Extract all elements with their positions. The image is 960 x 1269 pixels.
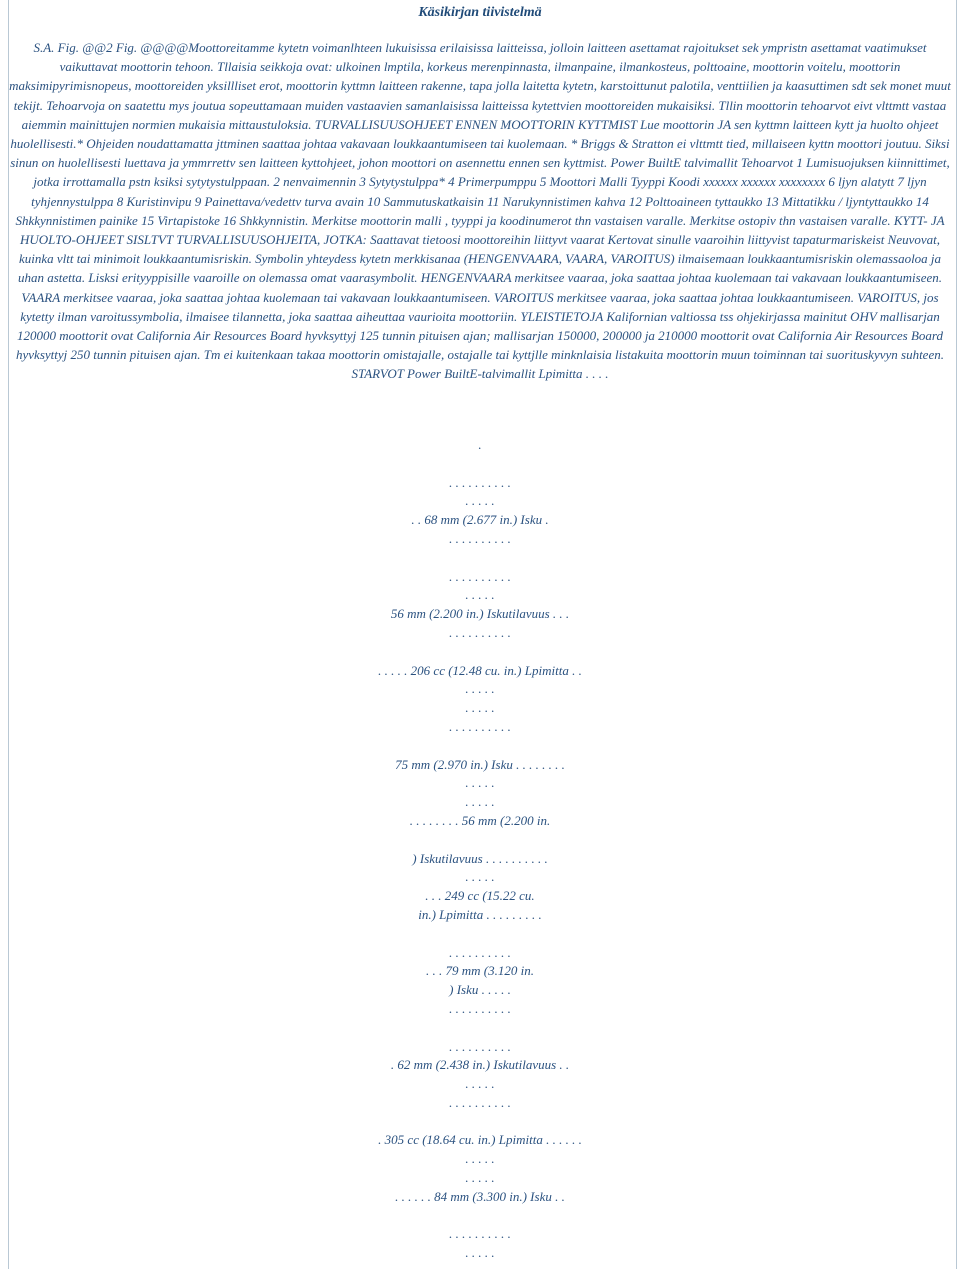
spec-line: . . . . . . . . . . xyxy=(449,474,511,490)
spec-line: . . . . . . . . . . xyxy=(449,1226,511,1242)
spec-line: . xyxy=(478,437,482,452)
spec-line: . . . . . xyxy=(465,681,495,697)
spec-line: . . . . . xyxy=(465,587,495,603)
spec-line: . . . . . xyxy=(465,794,495,810)
spec-line: . . . . . . . . . . xyxy=(449,1094,511,1110)
spec-line: . . . . . . 84 mm (3.300 in.) Isku . . xyxy=(395,1188,565,1204)
body-paragraph: S.A. Fig. @@2 Fig. @@@@Moottoreitamme kytetn voimanlhteen lukuisissa erilaisissa laitteissa, jolloin laitteen asettamat rajoitukset sek ympristn asettamat vaatimukset vaikuttavat moottorin tehoon. Tllaisia seikkoja ovat: ulkoinen lmptila, korkeus merenpinnasta, ilmanpaine, ilmankosteus, polttoaine, moottorin voitelu, moottorin maksimipyrimisnopeus, moottoreiden yksillliset erot, moottorin kyttmn laitteen rakenne, tapa jolla laitetta kytetn, karstoittunut palotila, venttiilien ja kaasuttimen sdt sek monet muut tekijt. Tehoarvoja on saatettu mys joutua sopeuttamaan muiden vastaavien samanlaisissa laitteissa kytettvien moottoreiden mukaisiksi. Tllin moottorin tehoarvot eivt vlttmtt vastaa aiemmin mainittujen normien mukaisia mittaustuloksia. TURVALLISUUSOHJEET ENNEN MOOTTORIN KYTTMIST Lue moottorin JA sen kyttmn laitteen kytt ja huolto ohjeet huolellisesti.* Ohjeiden noudattamatta jttminen saattaa johtaa vakavaan loukkaantumiseen tai kuolemaan. * Briggs & Stratton ei vlttmtt tied, millaiseen kyttn moottori joutuu. Siksi sinun on huolellisesti luettava ja ymmrrettv sen laitteen kyttohjeet, johon moottori on asennettu ennen sen kyttmist. Power BuiltE talvimallit Tehoarvot 1 Lumisuojuksen kiinnittimet, jotka irrottamalla pstn ksiksi sytytystulppaan. 2 nenvaimennin 3 Sytytystulppa* 4 Primerpumppu 5 Moottori Malli Tyyppi Koodi xxxxxx xxxxxx xxxxxxxx 6 ljyn alatytt 7 ljyn tyhjennystulppa 8 Kuristinvipu 9 Painettava/vedettv turva avain 10 Sammutuskatkaisin 11 Narukynnistimen kahva 12 Polttoaineen tyttaukko 13 Mittatikku / ljyntyttaukko 14 Shkkynnistimen painike 15 Virtapistoke 16 Shkkynnistin. Merkitse moottorin malli , tyyppi ja koodinumerot thn vastaisen varalle. Merkitse ostopiv thn vastaisen varalle. KYTT- JA HUOLTO-OHJEET SISLTVT TURVALLISUUSOHJEITA, JOTKA: Saattavat tietoosi moottoreihin liittyvt vaarat Kertovat sinulle vaaroihin liittyvist tapaturmariskeist Neuvovat, kuinka vltt tai minimoit loukkaantumisriskin. Symbolin yhteydess kytetn merkkisanaa (HENGENVAARA, VAARA, VAROITUS) ilmaisemaan loukkaantumisriskin olemassaoloa ja uhan astetta. Lisksi erityyppisille vaaroille on olemassa omat vaarasymbolit. HENGENVAARA merkitsee vaaraa, joka saattaa johtaa kuolemaan tai vakavaan loukkaantumiseen. VAARA merkitsee vaaraa, joka saattaa johtaa kuolemaan tai vakavaan loukkaantumiseen. VAROITUS merkitsee vaaraa, joka saattaa johtaa loukkaantumiseen. VAROITUS, jos kytetty ilman varoitussymbolia, ilmaisee tilannetta, joka saattaa aiheuttaa vaurioita moottoriin. YLEISTIETOJA Kalifornian valtiossa tss ohjekirjassa mainitut OHV mallisarjan 120000 moottorit ovat California Air Resources Board hyvksyttyj 125 tunnin pituisen ajan; mallisarjan 150000, 200000 ja 210000 moottorit ovat California Air Resources Board hyvksyttyj 250 tunnin pituisen ajan. Tm ei kuitenkaan takaa moottorin omistajalle, ostajalle tai kyttjlle minknlaisia listakuita moottorin muun toiminnan tai suorituskyvyn suhteen. STARVOT Power BuiltE-talvimallit Lpimitta . . . . xyxy=(9,40,951,382)
spec-line: . . . . . xyxy=(465,493,495,509)
spec-line: . . . . . . . . . . xyxy=(449,944,511,960)
spec-line xyxy=(0,737,960,756)
spec-line: . 305 cc (18.64 cu. in.) Lpimitta . . . . . . xyxy=(378,1132,582,1148)
spec-line xyxy=(0,455,960,474)
spec-line: . . . . . xyxy=(465,869,495,885)
spec-line: ) Isku . . . . . xyxy=(449,982,511,998)
spec-line: . . . . . xyxy=(465,775,495,791)
spec-line: ) Iskutilavuus . . . . . . . . . . xyxy=(412,850,548,866)
manual-summary-text xyxy=(8,38,952,384)
spec-line: 56 mm (2.200 in.) Iskutilavuus . . . xyxy=(390,606,570,622)
spec-line: . . . . . . . . . . xyxy=(449,624,511,640)
spec-line: . . . . . . . . . . xyxy=(449,568,511,584)
spec-line xyxy=(0,1207,960,1226)
page-title: Käsikirjan tiivistelmä xyxy=(418,5,542,20)
spec-line: . . . . . . . . 56 mm (2.200 in. xyxy=(409,812,551,828)
spec-line: . . . . . . . . . . xyxy=(449,530,511,546)
spec-line: . . . . . xyxy=(465,1076,495,1092)
spec-line xyxy=(0,1113,960,1132)
spec-line: . . . . . . . . . . xyxy=(449,718,511,734)
spec-line xyxy=(0,1019,960,1038)
spec-line: in.) Lpimitta . . . . . . . . . xyxy=(418,906,542,922)
spec-line: . . . . . xyxy=(465,1245,495,1261)
spec-line xyxy=(0,925,960,944)
spec-line: 75 mm (2.970 in.) Isku . . . . . . . . xyxy=(395,756,565,772)
spec-line: . . . . . xyxy=(465,1151,495,1167)
spec-line: . . . 79 mm (3.120 in. xyxy=(426,963,534,979)
spec-list xyxy=(0,436,960,1263)
spec-line: . . . 249 cc (15.22 cu. xyxy=(425,888,535,904)
spec-line: . 62 mm (2.438 in.) Iskutilavuus . . xyxy=(390,1057,570,1073)
spec-line xyxy=(0,643,960,662)
spec-line: . . . . . . . . . . xyxy=(449,1038,511,1054)
spec-line: . . . . . xyxy=(465,1170,495,1186)
spec-line xyxy=(0,549,960,568)
spec-line: . . . . . . . . . . xyxy=(449,1000,511,1016)
spec-line: . . . . . 206 cc (12.48 cu. in.) Lpimitta . . xyxy=(378,662,582,678)
spec-line xyxy=(0,831,960,850)
spec-line: . . . . . xyxy=(465,700,495,716)
spec-line: . . 68 mm (2.677 in.) Isku . xyxy=(411,512,549,528)
